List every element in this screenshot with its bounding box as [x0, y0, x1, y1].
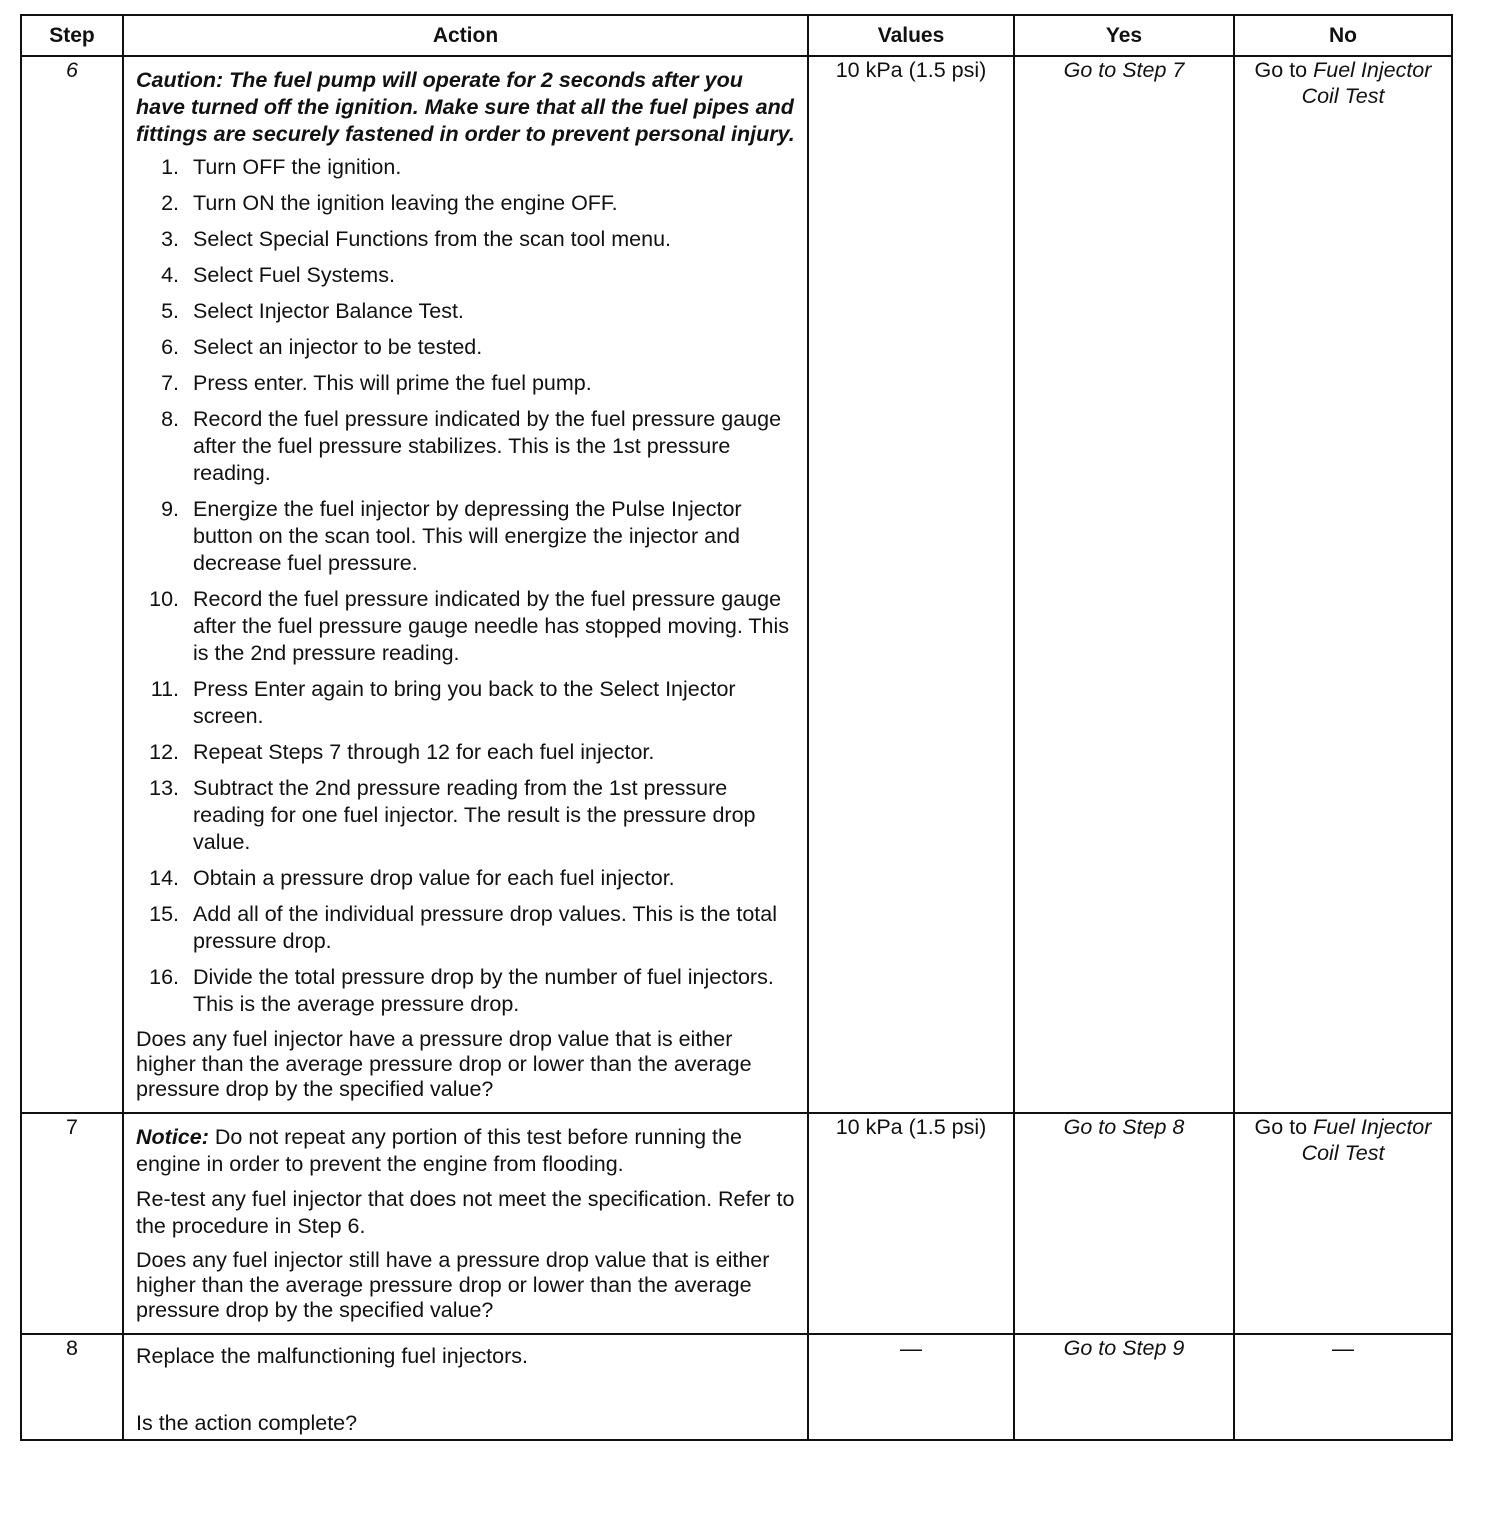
header-step: Step — [21, 15, 123, 56]
list-item: 13. Subtract the 2nd pressure reading from the 1st pressure reading for one fuel injector. The result is the pressure drop value. — [149, 776, 756, 854]
table-row-step-8 — [21, 1334, 1452, 1440]
yes-cell — [1014, 1113, 1234, 1334]
yes-cell — [1014, 1334, 1234, 1440]
list-item: 4. Select Fuel Systems. — [161, 263, 395, 287]
diagnostic-table — [20, 14, 1453, 1441]
values-cell — [808, 1334, 1014, 1440]
values-cell: 10 kPa (1.5 psi) — [808, 1113, 1014, 1334]
header-yes: Yes — [1014, 15, 1234, 56]
yes-cell — [1014, 56, 1234, 1113]
values-cell: 10 kPa (1.5 psi) — [808, 56, 1014, 1113]
list-item: 11. Press Enter again to bring you back to the Select Injector screen. — [150, 677, 736, 728]
action-text: Replace the malfunctioning fuel injectors. — [136, 1344, 528, 1368]
question-text: Is the action complete? — [136, 1411, 358, 1435]
no-link[interactable]: Go to Fuel Injector Coil Test — [1254, 1115, 1432, 1165]
no-cell — [1234, 1334, 1452, 1440]
header-action: Action — [123, 15, 808, 56]
procedure-list — [136, 154, 795, 1018]
action-cell — [123, 1334, 808, 1440]
values-dash: — — [900, 1336, 922, 1361]
list-item: 6. Select an injector to be tested. — [161, 335, 483, 359]
step-number: 7 — [21, 1113, 123, 1334]
no-cell — [1234, 1113, 1452, 1334]
header-row — [21, 15, 1452, 56]
list-item: 14. Obtain a pressure drop value for each fuel injector. — [149, 866, 675, 890]
list-item: 10. Record the fuel pressure indicated by the fuel pressure gauge after the fuel pressure gauge needle has stopped moving. This is the 2nd pressure reading. — [149, 587, 790, 665]
yes-link[interactable]: Go to Step 9 — [1063, 1336, 1185, 1360]
list-item: 1. Turn OFF the ignition. — [161, 155, 402, 179]
table-row-step-7 — [21, 1113, 1452, 1334]
retest-text: Re-test any fuel injector that does not meet the specification. Refer to the procedure in Step 6. — [136, 1187, 795, 1238]
header-no: No — [1234, 15, 1452, 56]
step-number: 8 — [21, 1334, 123, 1440]
yes-link[interactable]: Go to Step 8 — [1063, 1115, 1185, 1139]
no-link[interactable]: Go to Fuel Injector Coil Test — [1254, 58, 1432, 108]
list-item: 5. Select Injector Balance Test. — [161, 299, 464, 323]
notice-text: Notice: Do not repeat any portion of this test before running the engine in order to prevent the engine from flooding. — [136, 1125, 742, 1176]
step-number: 6 — [21, 56, 123, 1113]
list-item: 12. Repeat Steps 7 through 12 for each fuel injector. — [149, 740, 655, 764]
header-values: Values — [808, 15, 1014, 56]
question-text: Does any fuel injector have a pressure drop value that is either higher than the average pressure drop or lower than the average pressure drop by the specified value? — [136, 1027, 752, 1101]
action-cell — [123, 56, 808, 1113]
list-item: 2. Turn ON the ignition leaving the engine OFF. — [161, 191, 618, 215]
action-cell — [123, 1113, 808, 1334]
list-item: 3. Select Special Functions from the scan tool menu. — [161, 227, 672, 251]
no-cell — [1234, 56, 1452, 1113]
yes-link[interactable]: Go to Step 7 — [1063, 58, 1185, 82]
no-dash: — — [1332, 1336, 1354, 1361]
table-row-step-6 — [21, 56, 1452, 1113]
list-item: 9. Energize the fuel injector by depressing the Pulse Injector button on the scan tool. This will energize the injector and decrease fuel pressure. — [161, 497, 742, 575]
list-item: 15. Add all of the individual pressure drop values. This is the total pressure drop. — [149, 902, 778, 953]
list-item: 8. Record the fuel pressure indicated by the fuel pressure gauge after the fuel pressure stabilizes. This is the 1st pressure reading. — [161, 407, 782, 485]
list-item: 16. Divide the total pressure drop by the number of fuel injectors. This is the average pressure drop. — [149, 965, 774, 1016]
caution-text: Caution: The fuel pump will operate for 2 seconds after you have turned off the ignition. Make sure that all the fuel pipes and fittings are securely fastened in order to prevent personal injury. — [136, 68, 795, 146]
list-item: 7. Press enter. This will prime the fuel pump. — [161, 371, 592, 395]
question-text: Does any fuel injector still have a pressure drop value that is either higher than the average pressure drop or lower than the average pressure drop by the specified value? — [136, 1248, 770, 1322]
